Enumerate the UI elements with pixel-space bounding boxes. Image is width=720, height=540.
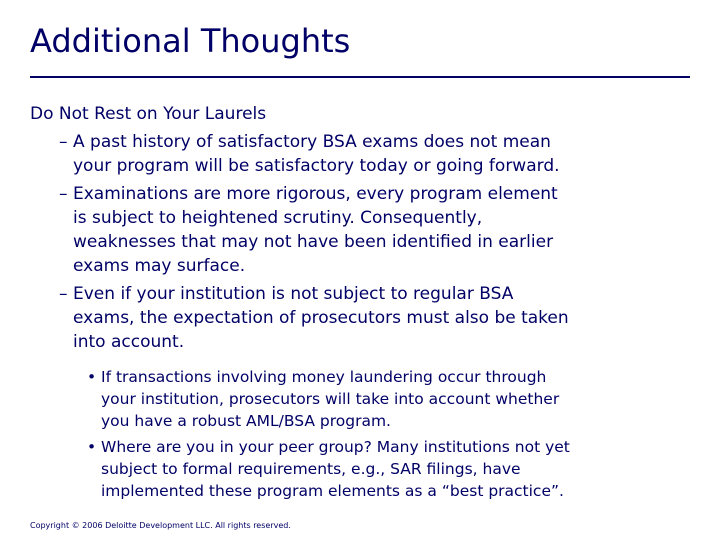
title-divider	[30, 76, 690, 78]
bullet-point	[30, 182, 700, 278]
bullet-line: A past history of satisfactory BSA exams does not mean	[73, 132, 551, 152]
sub-bullet-line: Where are you in your peer group? Many institutions not yet	[101, 438, 570, 456]
bullet-line: Examinations are more rigorous, every program element	[73, 184, 558, 204]
sub-bullet-line: subject to formal requirements, e.g., SAR filings, have	[101, 460, 521, 478]
slide-content	[30, 102, 700, 506]
bullet-line: Even if your institution is not subject to regular BSA	[73, 284, 514, 304]
bullet-point	[30, 130, 700, 178]
sub-bullet-list	[30, 366, 700, 502]
sub-bullet-line: your institution, prosecutors will take into account whether	[101, 390, 560, 408]
sub-bullet-line: implemented these program elements as a “best practice”.	[101, 482, 564, 500]
sub-bullet-point	[30, 366, 700, 432]
sub-bullet-point	[30, 436, 700, 502]
bullet-line: weaknesses that may not have been identified in earlier	[73, 232, 554, 252]
slide-title: Additional Thoughts	[30, 22, 351, 60]
bullet-line: exams, the expectation of prosecutors must also be taken	[73, 308, 569, 328]
bullet-line: exams may surface.	[73, 256, 246, 276]
dash-marker: –	[59, 184, 68, 204]
bullet-line: into account.	[73, 332, 185, 352]
section-heading: Do Not Rest on Your Laurels	[30, 104, 267, 124]
copyright-notice: Copyright © 2006 Deloitte Development LLC. All rights reserved.	[30, 521, 291, 530]
bullet-point	[30, 282, 700, 354]
bullet-line: your program will be satisfactory today or going forward.	[73, 156, 560, 176]
bullet-marker: •	[87, 438, 97, 456]
dash-marker: –	[59, 284, 68, 304]
bullet-line: is subject to heightened scrutiny. Consequently,	[73, 208, 483, 228]
sub-bullet-line: If transactions involving money laundering occur through	[101, 368, 547, 386]
sub-bullet-line: you have a robust AML/BSA program.	[101, 412, 391, 430]
dash-marker: –	[59, 132, 68, 152]
bullet-marker: •	[87, 368, 97, 386]
